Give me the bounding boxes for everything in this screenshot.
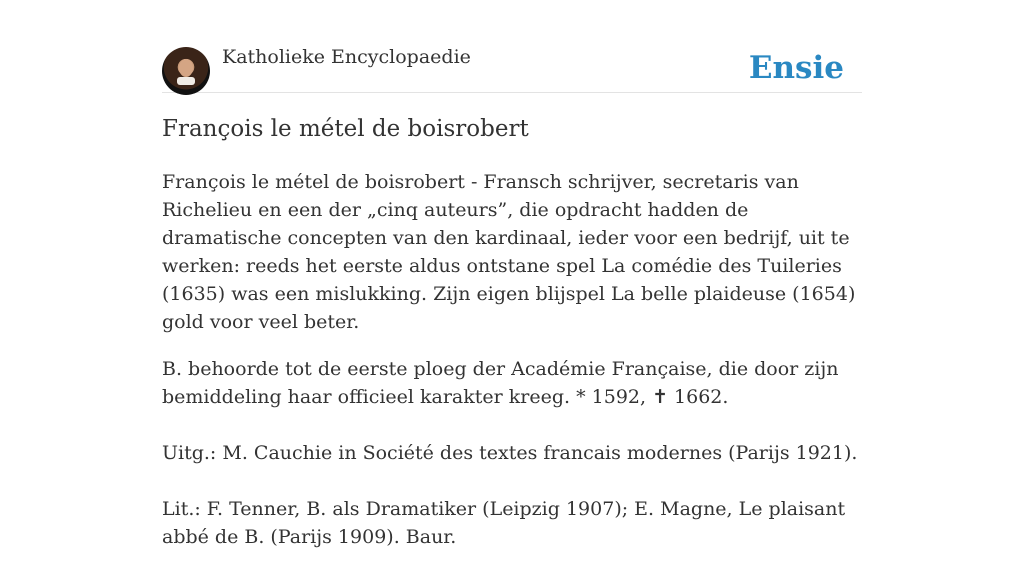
article-paragraph: François le métel de boisrobert - Fransch schrijver, secretaris van Richelieu en een der „cinq auteurs”, die opdracht hadden de dramatische concepten van den kardinaal, ieder voor een bedrijf, uit te werken: reeds het eerste aldus ontstane spel La comédie des Tuileries (1635) was een mislukking. Zijn eigen blijspel La belle plaideuse (1654) gold voor veel beter. [162, 171, 856, 333]
page [162, 0, 862, 548]
site-title[interactable]: Katholieke Encyclopaedie [222, 46, 471, 68]
avatar[interactable] [162, 47, 210, 95]
avatar-collar [177, 77, 195, 85]
article-body [162, 168, 862, 570]
page-title: François le métel de boisrobert [162, 116, 529, 142]
article-paragraph: B. behoorde tot de eerste ploeg der Académie Française, die door zijn bemiddeling haar officieel karakter kreeg. * 1592, ✝ 1662. [162, 358, 839, 408]
site-header [162, 0, 862, 93]
avatar-face [179, 59, 193, 77]
article-paragraph: Lit.: F. Tenner, B. als Dramatiker (Leipzig 1907); E. Magne, Le plaisant abbé de B. (Parijs 1909). Baur. [162, 498, 846, 548]
article-paragraph: Uitg.: M. Cauchie in Société des textes francais modernes (Parijs 1921). [162, 442, 858, 464]
brand-logo[interactable]: Ensie [748, 50, 844, 86]
